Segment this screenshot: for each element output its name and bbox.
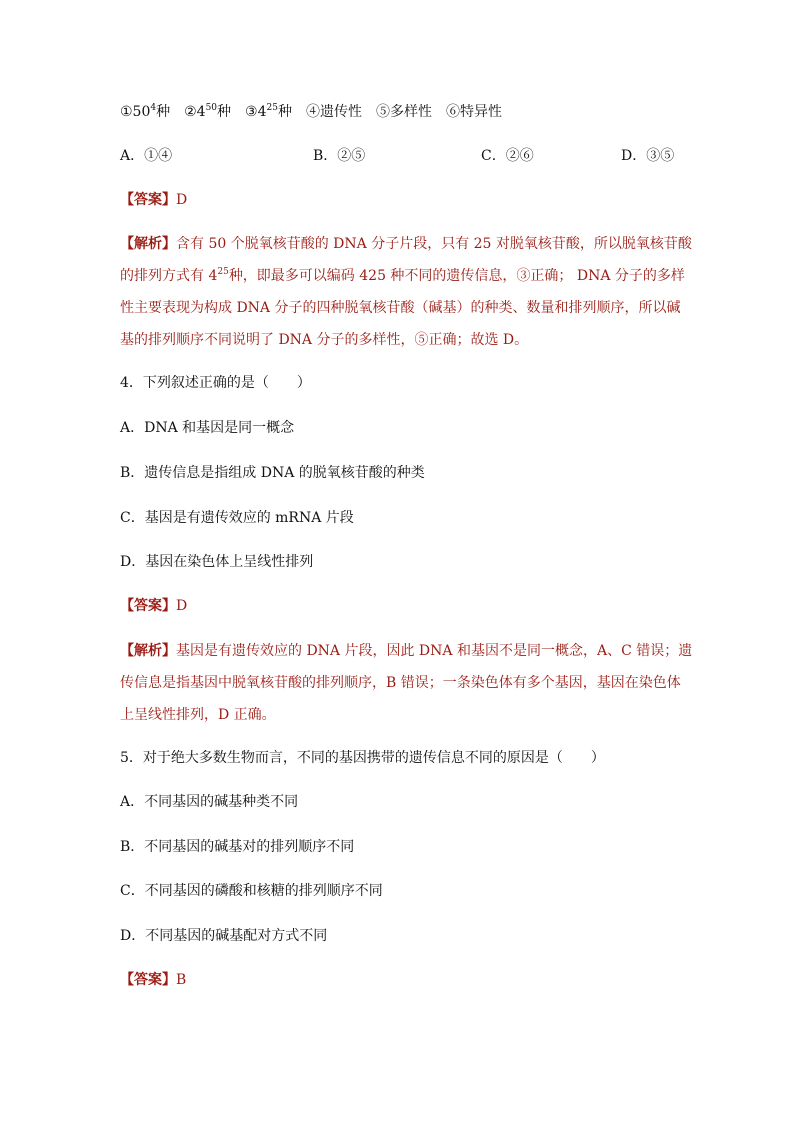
answer-tag: 【答案】	[120, 972, 176, 988]
answer-tag: 【答案】	[120, 192, 176, 208]
q3-item-2: $②4^{50}$种	[184, 103, 232, 120]
q3-items-row	[120, 102, 502, 122]
q5-option-d: D．不同基因的碱基配对方式不同	[120, 928, 328, 944]
q3-item-1: $①50^4$种	[120, 103, 171, 120]
q3-analysis-line-2: 的排列方式有 $4^{25}$种，即最多可以编码 425 种不同的遗传信息，③正确； DNA 分子的多样	[120, 267, 685, 284]
q4-option-a: A．DNA 和基因是同一概念	[120, 420, 295, 436]
q4-analysis-line-3: 上呈线性排列，D 正确。	[120, 707, 276, 723]
analysis-tag: 【解析】	[120, 236, 176, 252]
q4-analysis-line-1: 【解析】基因是有遗传效应的 DNA 片段，因此 DNA 和基因不是同一概念，A、C 错误；遗	[120, 643, 693, 659]
q4-analysis-line-2: 传信息是指基因中脱氧核苷酸的排列顺序，B 错误；一条染色体有多个基因，基因在染色体	[120, 675, 681, 691]
q3-option-c: C．②⑥	[481, 148, 534, 164]
q4-option-b: B．遗传信息是指组成 DNA 的脱氧核苷酸的种类	[120, 465, 425, 481]
q4-option-d: D．基因在染色体上呈线性排列	[120, 554, 314, 570]
q5-option-c: C．不同基因的磷酸和核糖的排列顺序不同	[120, 883, 383, 899]
q3-option-d: D．③⑤	[621, 148, 675, 164]
q3-item-3: $③4^{25}$种	[245, 103, 292, 120]
q3-item-5: ⑤多样性	[375, 104, 432, 120]
q3-analysis-line-1: 【解析】含有 50 个脱氧核苷酸的 DNA 分子片段，只有 25 对脱氧核苷酸，所以脱氧核苷酸	[120, 236, 692, 252]
q5-option-b: B．不同基因的碱基对的排列顺序不同	[120, 839, 355, 855]
q3-item-6: ⑥特异性	[445, 104, 502, 120]
answer-value: D	[176, 598, 188, 614]
answer-value: D	[176, 192, 188, 208]
q5-option-a: A．不同基因的碱基种类不同	[120, 794, 299, 810]
q3-analysis-line-3: 性主要表现为构成 DNA 分子的四种脱氧核苷酸（碱基）的种类、数量和排列顺序，所以碱	[120, 300, 681, 316]
q3-option-a: A．①④	[120, 148, 173, 164]
q4-option-c: C．基因是有遗传效应的 mRNA 片段	[120, 510, 354, 526]
q5-answer	[120, 970, 186, 990]
q3-answer	[120, 190, 187, 210]
answer-tag: 【答案】	[120, 598, 176, 614]
q3-analysis-line-4: 基的排列顺序不同说明了 DNA 分子的多样性，⑤正确；故选 D。	[120, 332, 529, 348]
q3-item-4: ④遗传性	[305, 104, 362, 120]
analysis-tag: 【解析】	[120, 643, 176, 659]
q5-stem: 5．对于绝大多数生物而言，不同的基因携带的遗传信息不同的原因是（ ）	[120, 750, 605, 766]
q4-stem: 4．下列叙述正确的是（ ）	[120, 375, 311, 391]
q3-option-b: B．②⑤	[313, 148, 366, 164]
answer-value: B	[176, 972, 187, 988]
q4-answer	[120, 596, 187, 616]
